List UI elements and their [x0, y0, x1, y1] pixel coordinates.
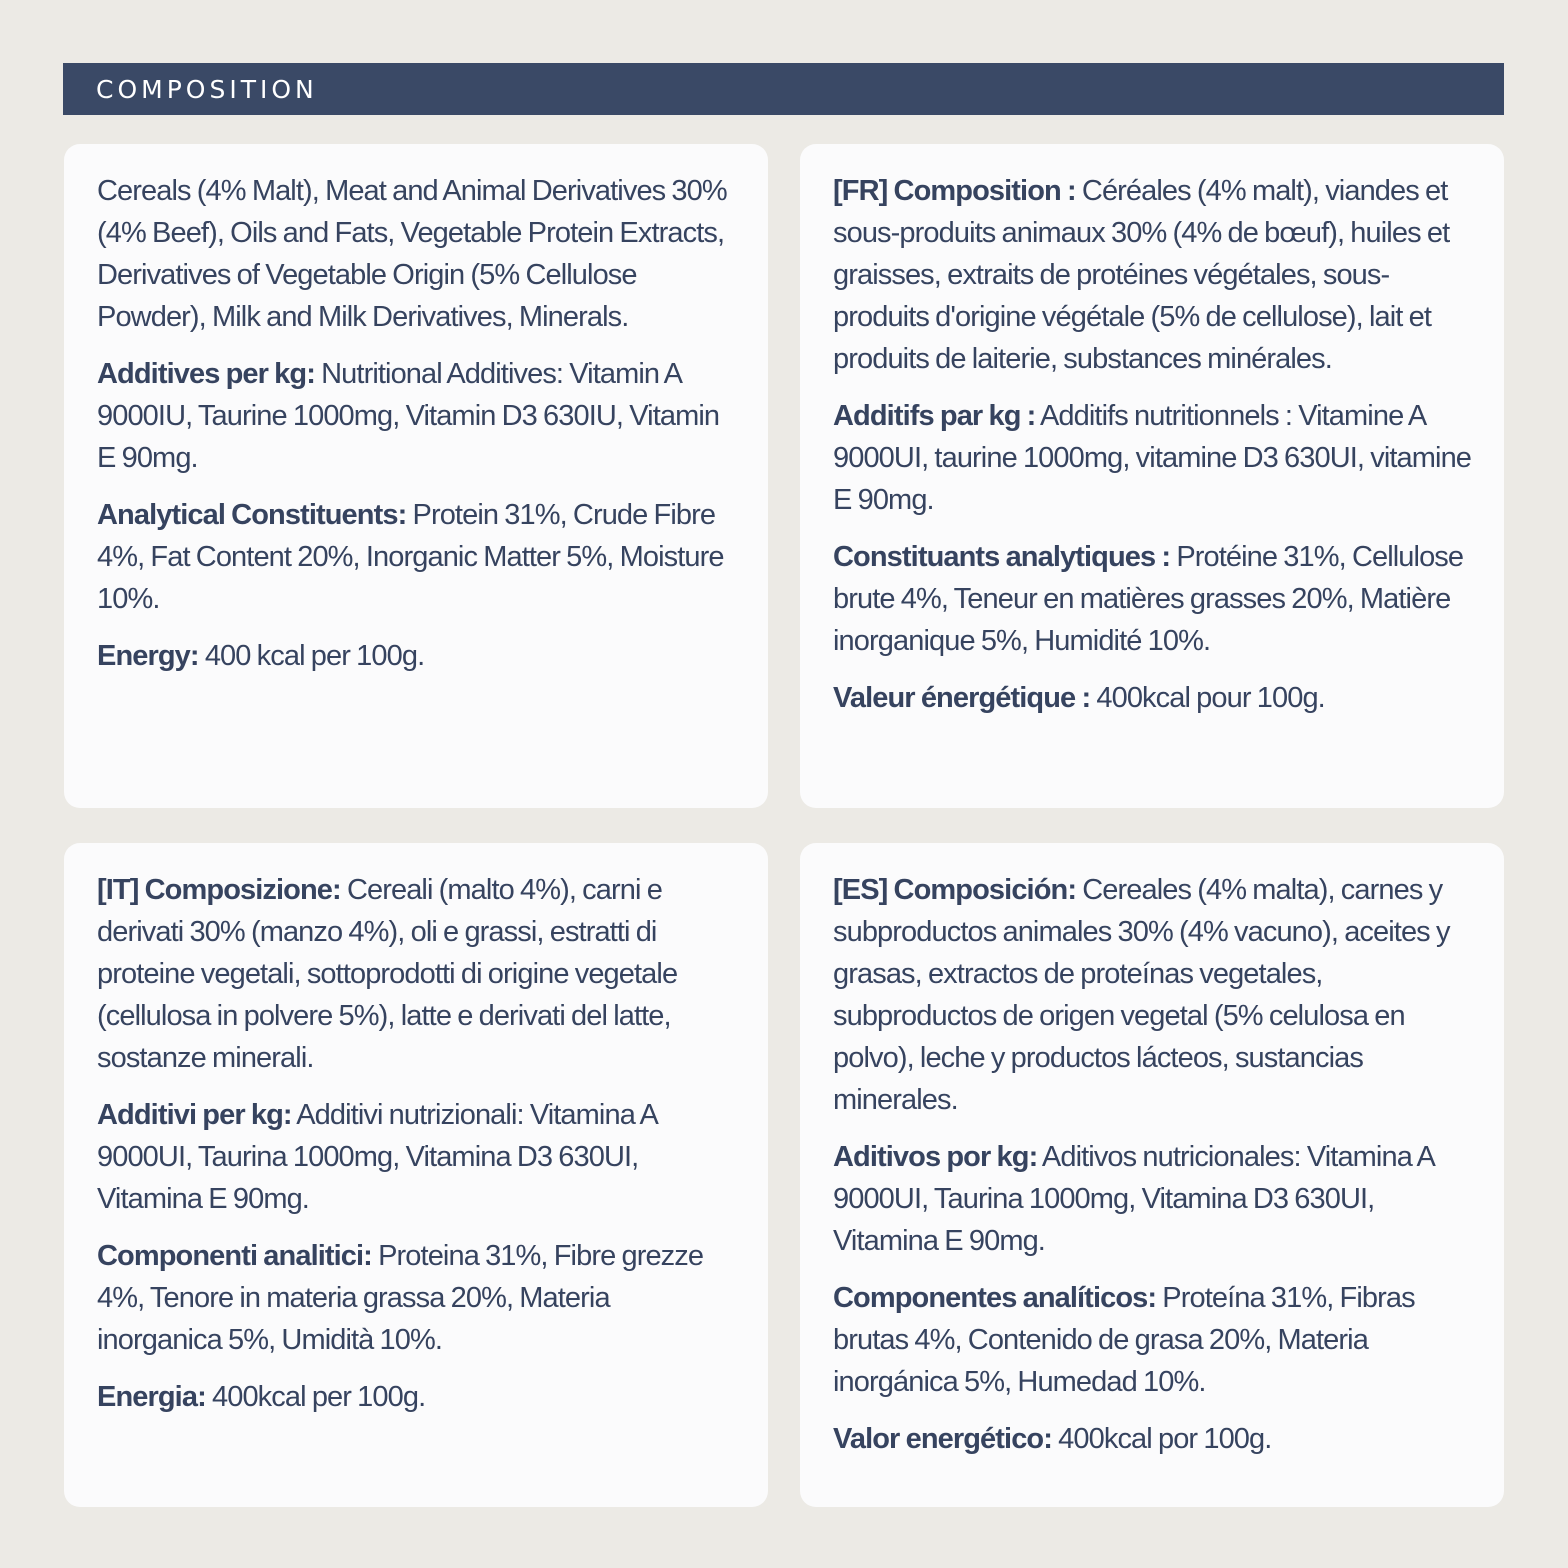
additives-paragraph — [97, 1094, 740, 1220]
composition-paragraph — [97, 869, 740, 1079]
additives-text: Additivi nutrizionali: Vitamina A 9000UI, Taurina 1000mg, Vitamina D3 630UI, Vitamina E 90mg. — [97, 1099, 657, 1215]
additives-text: Additifs nutritionnels : Vitamine A 9000UI, taurine 1000mg, vitamine D3 630UI, vitamine E 90mg. — [833, 400, 1472, 516]
analytical-paragraph — [833, 1277, 1476, 1403]
analytical-label: Analytical Constituents: — [97, 499, 407, 531]
additives-paragraph — [833, 1136, 1476, 1262]
composition-header-bar — [63, 63, 1504, 115]
analytical-text: Protéine 31%, Cellulose brute 4%, Teneur en matières grasses 20%, Matière inorganique 5%, Humidité 10%. — [833, 541, 1464, 657]
energy-text: 400kcal pour 100g. — [1090, 682, 1325, 714]
composition-card-en — [64, 144, 768, 808]
additives-label: Additivi per kg: — [97, 1099, 292, 1131]
analytical-paragraph — [97, 1235, 740, 1361]
composition-card-fr — [800, 144, 1504, 808]
additives-paragraph — [833, 395, 1476, 521]
energy-paragraph — [833, 1418, 1476, 1460]
energy-label: Energy: — [97, 640, 199, 672]
analytical-label: Componentes analíticos: — [833, 1282, 1157, 1314]
energy-text: 400kcal per 100g. — [205, 1381, 426, 1413]
analytical-paragraph — [833, 536, 1476, 662]
analytical-text: Protein 31%, Crude Fibre 4%, Fat Content 20%, Inorganic Matter 5%, Moisture 10%. — [97, 499, 724, 615]
composition-card-it — [64, 843, 768, 1507]
additives-label: Additifs par kg : — [833, 400, 1036, 432]
composition-card-es — [800, 843, 1504, 1507]
energy-label: Valeur énergétique : — [833, 682, 1091, 714]
additives-text: Nutritional Additives: Vitamin A 9000IU, Taurine 1000mg, Vitamin D3 630IU, Vitamin E 90mg. — [97, 358, 720, 474]
composition-text: Cereals (4% Malt), Meat and Animal Derivatives 30% (4% Beef), Oils and Fats, Vegetable Protein Extracts, Derivatives of Vegetable Origin (5% Cellulose Powder), Milk and Milk Derivatives, Minerals. — [97, 175, 727, 333]
energy-label: Energia: — [97, 1381, 206, 1413]
analytical-text: Proteina 31%, Fibre grezze 4%, Tenore in materia grassa 20%, Materia inorganica 5%, Umidità 10%. — [97, 1240, 704, 1356]
composition-label: [ES] Composición: — [833, 874, 1077, 906]
composition-label: [IT] Composizione: — [97, 874, 341, 906]
energy-text: 400 kcal per 100g. — [198, 640, 425, 672]
page-title: COMPOSITION — [96, 74, 318, 104]
composition-text: Cereali (malto 4%), carni e derivati 30% (manzo 4%), oli e grassi, estratti di proteine vegetali, sottoprodotti di origine vegetale (cellulosa in polvere 5%), latte e derivati del latte, sostanze minerali. — [97, 874, 678, 1074]
composition-label: [FR] Composition : — [833, 175, 1076, 207]
composition-paragraph — [833, 869, 1476, 1121]
additives-text: Aditivos nutricionales: Vitamina A 9000UI, Taurina 1000mg, Vitamina D3 630UI, Vitamina E 90mg. — [833, 1141, 1434, 1257]
energy-paragraph — [97, 635, 740, 677]
composition-text: Céréales (4% malt), viandes et sous-produits animaux 30% (4% de bœuf), huiles et graisses, extraits de protéines végétales, sous-produits d'origine végétale (5% de cellulose), lait et produits de laiterie, substances minérales. — [833, 175, 1450, 375]
analytical-text: Proteína 31%, Fibras brutas 4%, Contenido de grasa 20%, Materia inorgánica 5%, Humedad 10%. — [833, 1282, 1415, 1398]
composition-text: Cereales (4% malta), carnes y subproductos animales 30% (4% vacuno), aceites y grasas, extractos de proteínas vegetales, subproductos de origen vegetal (5% celulosa en polvo), leche y productos lácteos, sustancias minerales. — [833, 874, 1450, 1116]
energy-paragraph — [97, 1376, 740, 1418]
analytical-paragraph — [97, 494, 740, 620]
analytical-label: Constituants analytiques : — [833, 541, 1171, 573]
energy-paragraph — [833, 677, 1476, 719]
additives-label: Aditivos por kg: — [833, 1141, 1038, 1173]
composition-paragraph — [833, 170, 1476, 380]
energy-label: Valor energético: — [833, 1423, 1052, 1455]
additives-paragraph — [97, 353, 740, 479]
energy-text: 400kcal por 100g. — [1052, 1423, 1272, 1455]
composition-paragraph — [97, 170, 740, 338]
analytical-label: Componenti analitici: — [97, 1240, 372, 1272]
additives-label: Additives per kg: — [97, 358, 315, 390]
